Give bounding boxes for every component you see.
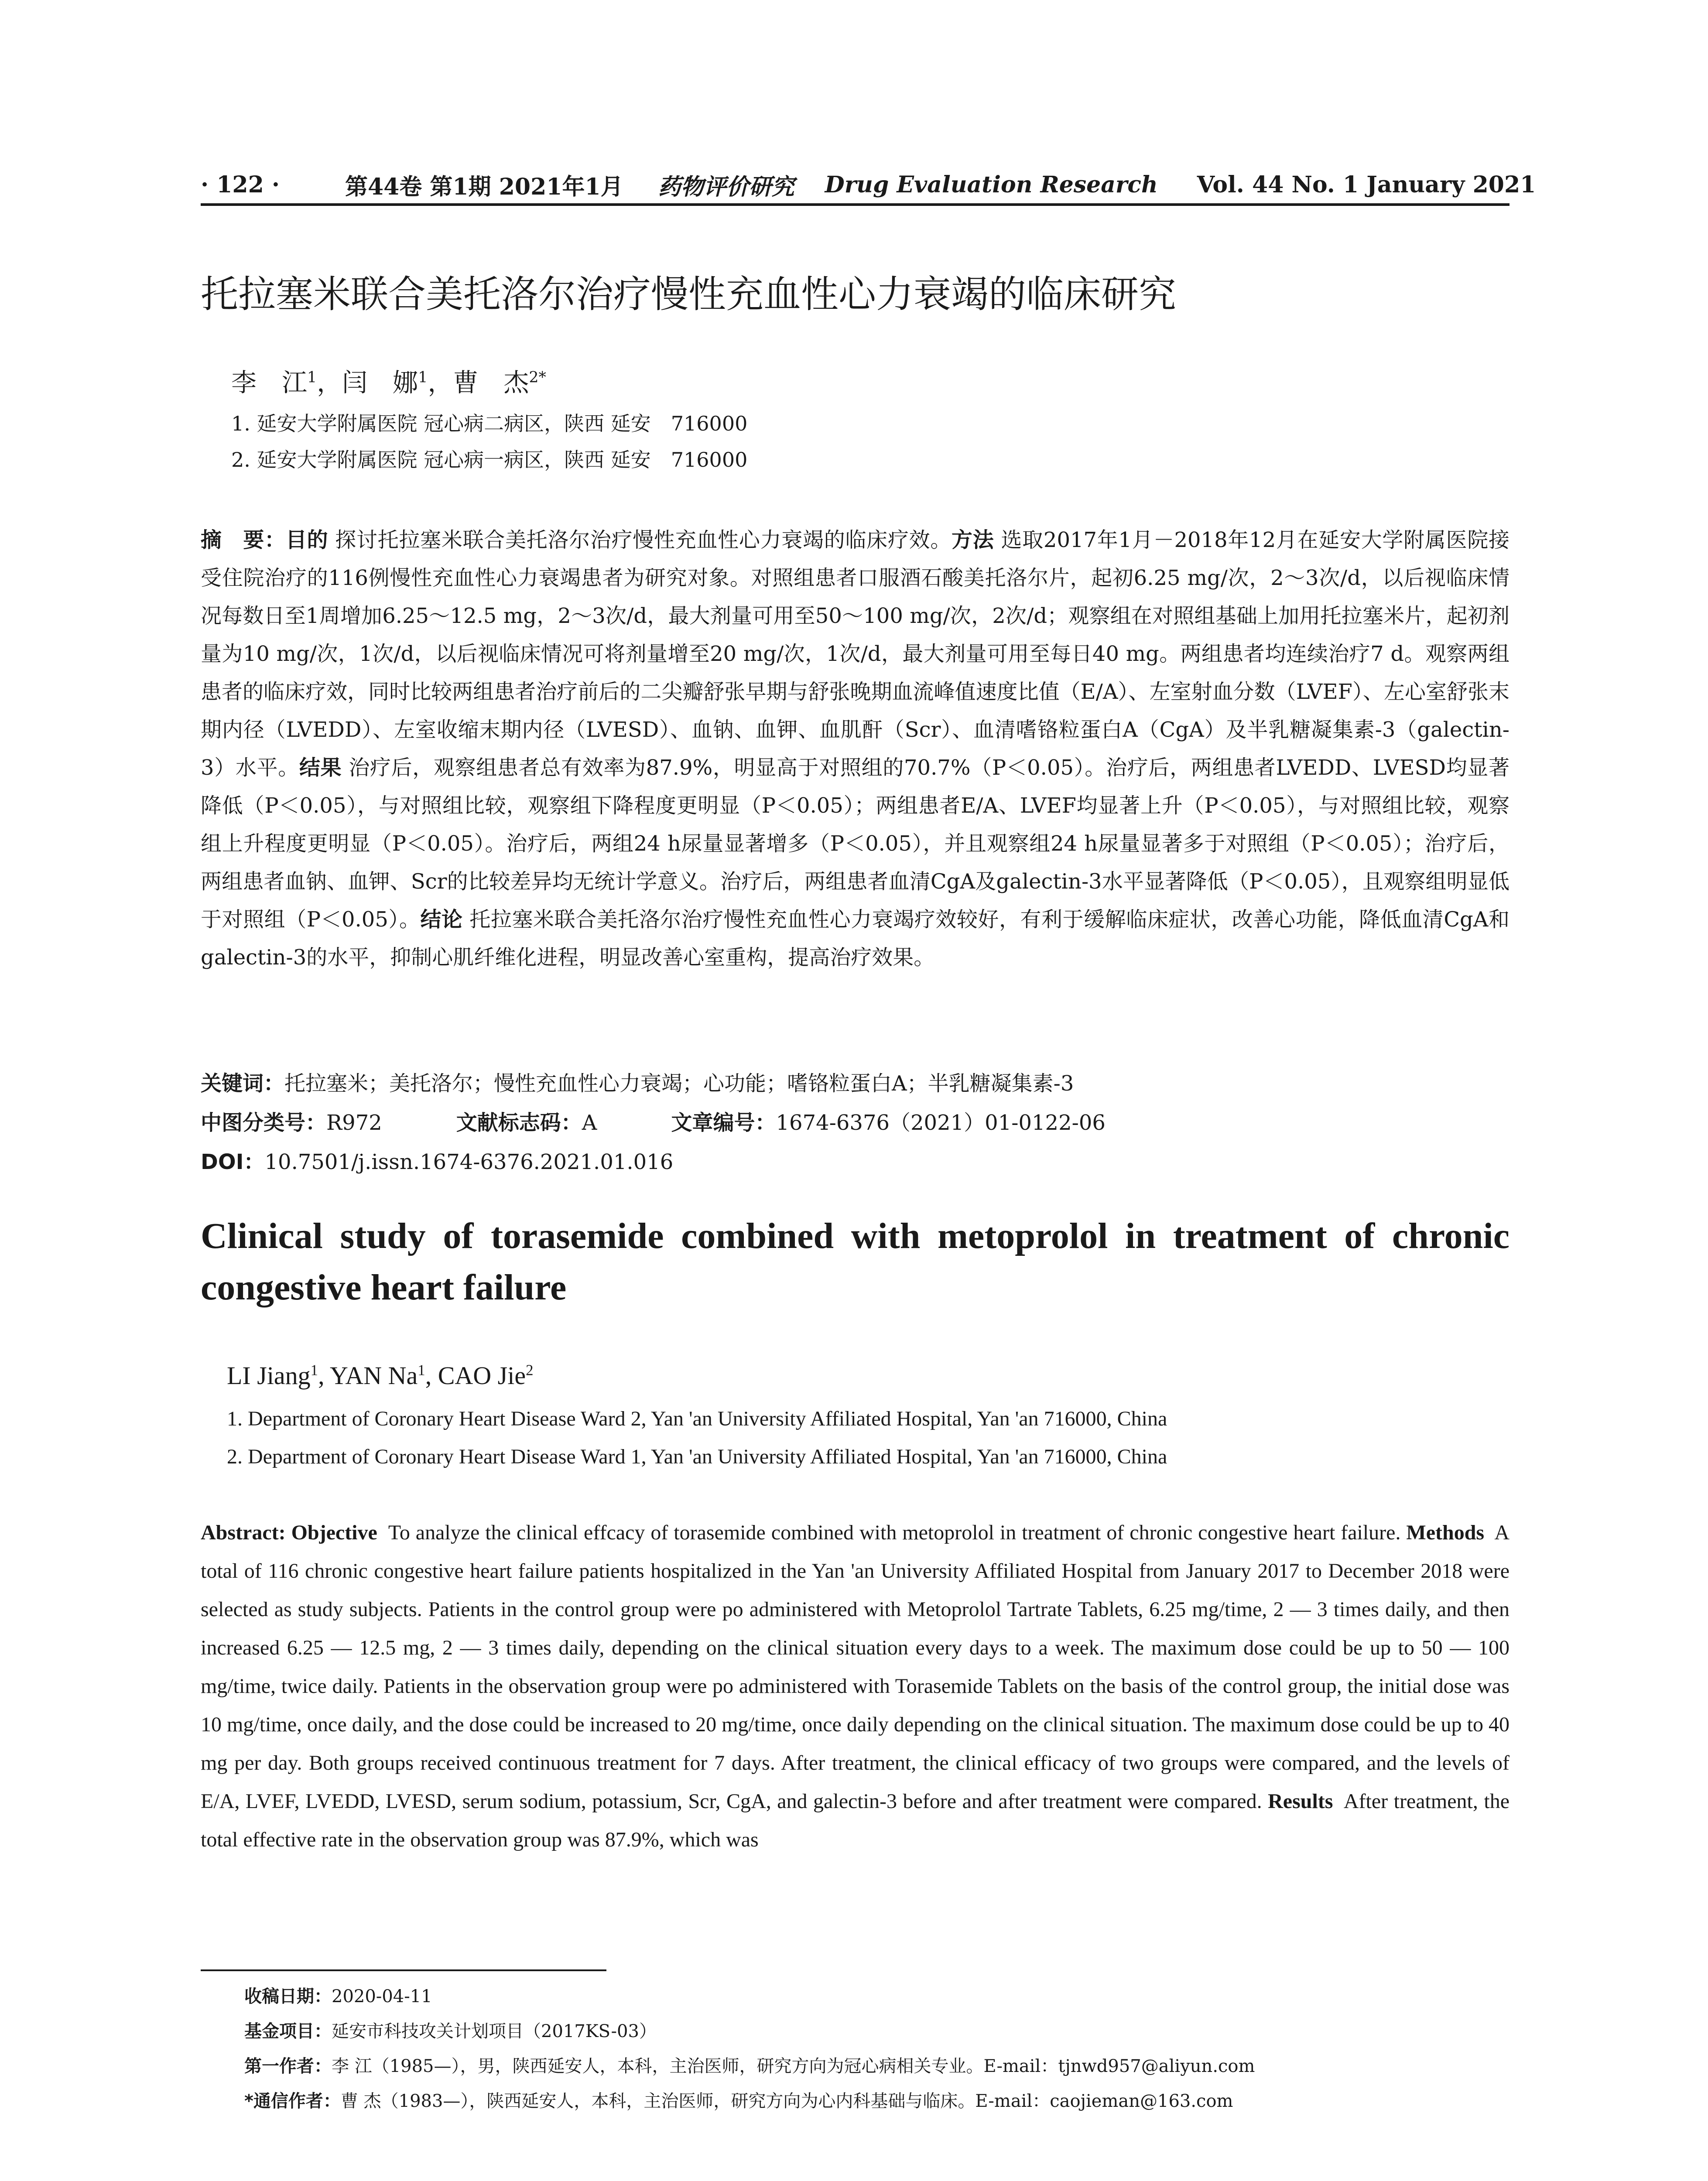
- author-affiliation-mark: 1: [418, 1361, 425, 1379]
- english-affiliation-1: 1. Department of Coronary Heart Disease Ward 2, Yan 'an University Affiliated Hospital, Yan 'an 716000, China: [227, 1407, 1167, 1430]
- conclusion-label: 结论: [420, 907, 463, 932]
- chinese-abstract: [201, 521, 1509, 1058]
- footnote-first-author: [244, 2052, 1255, 2077]
- fund-text: 延安市科技攻关计划项目（2017KS-03）: [332, 2021, 657, 2041]
- results-text: After treatment, the total effective rate in the observation group was 87.9%, which was: [201, 1790, 1509, 1851]
- fund-label: 基金项目：: [244, 2021, 332, 2041]
- author-name: 曹 杰: [453, 368, 529, 397]
- methods-text: A total of 116 chronic congestive heart failure patients hospitalized in the Yan 'an University Affiliated Hospital from January 2017 to December 2018 were selected as study subjects. Patients in the control group were po administered with Metoprolol Tartrate Tablets, 6.25 mg/time, 2 — 3 times daily, and then increased 6.25 — 12.5 mg, 2 — 3 times daily, depending on the clinical situation every days to a week. The maximum dose could be up to 50 — 100 mg/time, twice daily. Patients in the observation group were po administered with Torasemide Tablets on the basis of the control group, the initial dose was 10 mg/time, once daily, and the dose could be increased to 20 mg/time, once daily depending on the clinical situation. The maximum dose could be up to 40 mg per day. Both groups received continuous treatment for 7 days. After treatment, the clinical efficacy of two groups were compared, and the levels of E/A, LVEF, LVEDD, LVESD, serum sodium, potassium, Scr, CgA, and galectin-3 before and after treatment were compared.: [201, 1521, 1509, 1813]
- received-label: 收稿日期：: [244, 1986, 332, 2007]
- first-author-label: 第一作者：: [244, 2056, 332, 2076]
- corresponding-label: *通信作者：: [244, 2091, 341, 2111]
- author-affiliation-mark: 2*: [529, 369, 546, 386]
- clc-value: R972: [326, 1111, 382, 1135]
- keywords-line: [201, 1067, 1074, 1097]
- running-header: [201, 169, 1536, 200]
- article-number-label: 文章编号：: [671, 1111, 776, 1135]
- author-affiliation-mark: 2: [526, 1361, 534, 1379]
- document-code-value: A: [582, 1111, 597, 1135]
- english-abstract: [201, 1514, 1509, 1902]
- author-separator: ，: [317, 368, 342, 397]
- author-name: 闫 娜: [342, 368, 418, 397]
- chinese-affiliation-2: 2. 延安大学附属医院 冠心病一病区，陕西 延安 716000: [231, 448, 748, 472]
- english-affiliation-2: 2. Department of Coronary Heart Disease Ward 1, Yan 'an University Affiliated Hospital, Yan 'an 716000, China: [227, 1445, 1167, 1468]
- issue-info-cn: 第44卷 第1期 2021年1月: [345, 173, 623, 200]
- english-title: Clinical study of torasemide combined with metoprolol in treatment of chronic congestive heart failure: [201, 1216, 1509, 1308]
- objective-text: 探讨托拉塞米联合美托洛尔治疗慢性充血性心力衰竭的临床疗效。: [335, 528, 952, 552]
- author-name: LI Jiang: [227, 1361, 311, 1390]
- author-affiliation-mark: 1: [310, 1361, 318, 1379]
- footnote-rule: [201, 1969, 606, 1971]
- journal-logo-cn: 药物评价研究: [658, 173, 794, 200]
- journal-name-en: Drug Evaluation Research: [825, 171, 1158, 198]
- document-code-label: 文献标志码：: [456, 1111, 582, 1135]
- author-separator: ，: [428, 368, 453, 397]
- doi-value: 10.7501/j.issn.1674-6376.2021.01.016: [264, 1150, 674, 1174]
- results-label: 结果: [299, 755, 342, 780]
- received-date: 2020-04-11: [332, 1986, 432, 2007]
- corresponding-text: 曹 杰（1983—），陕西延安人，本科，主治医师，研究方向为心内科基础与临床。E-mail：caojieman@163.com: [340, 2091, 1233, 2111]
- classification-line: [201, 1106, 1106, 1136]
- objective-text: To analyze the clinical effcacy of torasemide combined with metoprolol in treatment of chronic congestive heart failure.: [388, 1521, 1401, 1544]
- author-affiliation-mark: 1: [418, 369, 428, 386]
- first-author-text: 李 江（1985—），男，陕西延安人，本科，主治医师，研究方向为冠心病相关专业。E-mail：tjnwd957@aliyun.com: [332, 2056, 1255, 2076]
- footnote-fund: [244, 2017, 657, 2042]
- page-number: · 122 ·: [201, 171, 280, 198]
- author-name: 李 江: [231, 368, 308, 397]
- author-name: CAO Jie: [438, 1361, 526, 1390]
- issue-info-en: Vol. 44 No. 1 January 2021: [1197, 171, 1536, 198]
- results-text: 治疗后，观察组患者总有效率为87.9%，明显高于对照组的70.7%（P＜0.05）。治疗后，两组患者LVEDD、LVESD均显著降低（P＜0.05），与对照组比较，观察组下降程度更明显（P＜0.05）；两组患者E/A、LVEF均显著上升（P＜0.05），与对照组比较，观察组上升程度更明显（P＜0.05）。治疗后，两组24 h尿量显著增多（P＜0.05），并且观察组24 h尿量显著多于对照组（P＜0.05）；治疗后，两组患者血钠、血钾、Scr的比较差异均无统计学意义。治疗后，两组患者血清CgA及galectin-3水平显著降低（P＜0.05），且观察组明显低于对照组（P＜0.05）。: [201, 755, 1509, 932]
- chinese-title: 托拉塞米联合美托洛尔治疗慢性充血性心力衰竭的临床研究: [201, 273, 1176, 316]
- conclusion-text: 托拉塞米联合美托洛尔治疗慢性充血性心力衰竭疗效较好，有利于缓解临床症状，改善心功能，降低血清CgA和galectin-3的水平，抑制心肌纤维化进程，明显改善心室重构，提高治疗效果。: [201, 907, 1509, 970]
- author-separator: ,: [318, 1361, 330, 1390]
- abstract-label: Abstract:: [201, 1521, 286, 1544]
- methods-label: Methods: [1406, 1521, 1485, 1544]
- article-number-value: 1674-6376（2021）01-0122-06: [776, 1111, 1106, 1135]
- methods-text: 选取2017年1月－2018年12月在延安大学附属医院接受住院治疗的116例慢性充血性心力衰竭患者为研究对象。对照组患者口服酒石酸美托洛尔片，起初6.25 mg/次，2～3次/d，以后视临床情况每数日至1周增加6.25～12.5 mg，2～3次/d，最大剂量可用至50～100 mg/次，2次/d；观察组在对照组基础上加用托拉塞米片，起初剂量为10 mg/次，1次/d，以后视临床情况可将剂量增至20 mg/次，1次/d，最大剂量可用至每日40 mg。两组患者均连续治疗7 d。观察两组患者的临床疗效，同时比较两组患者治疗前后的二尖瓣舒张早期与舒张晚期血流峰值速度比值（E/A）、左室射血分数（LVEF）、左心室舒张末期内径（LVEDD）、左室收缩末期内径（LVESD）、血钠、血钾、血肌酐（Scr）、血清嗜铬粒蛋白A（CgA）及半乳糖凝集素-3（galectin-3）水平。: [201, 528, 1509, 780]
- english-authors: [227, 1361, 534, 1390]
- objective-label: Objective: [291, 1521, 377, 1544]
- footnote-corresponding-author: [244, 2087, 1233, 2112]
- footnote-received: [244, 1983, 432, 2007]
- header-rule: [201, 203, 1509, 206]
- methods-label: 方法: [952, 528, 994, 552]
- author-affiliation-mark: 1: [307, 369, 317, 386]
- author-separator: ,: [425, 1361, 438, 1390]
- doi-line: [201, 1145, 673, 1175]
- results-label: Results: [1268, 1790, 1333, 1813]
- chinese-authors: [231, 362, 546, 399]
- keywords-text: 托拉塞米；美托洛尔；慢性充血性心力衰竭；心功能；嗜铬粒蛋白A；半乳糖凝集素-3: [284, 1071, 1074, 1096]
- doi-label: DOI：: [201, 1150, 265, 1174]
- abstract-label: 摘 要：: [201, 528, 286, 552]
- keywords-label: 关键词：: [201, 1071, 285, 1096]
- objective-label: 目的: [285, 528, 329, 552]
- clc-label: 中图分类号：: [201, 1111, 327, 1135]
- author-name: YAN Na: [329, 1361, 418, 1390]
- chinese-affiliation-1: 1. 延安大学附属医院 冠心病二病区，陕西 延安 716000: [231, 412, 748, 435]
